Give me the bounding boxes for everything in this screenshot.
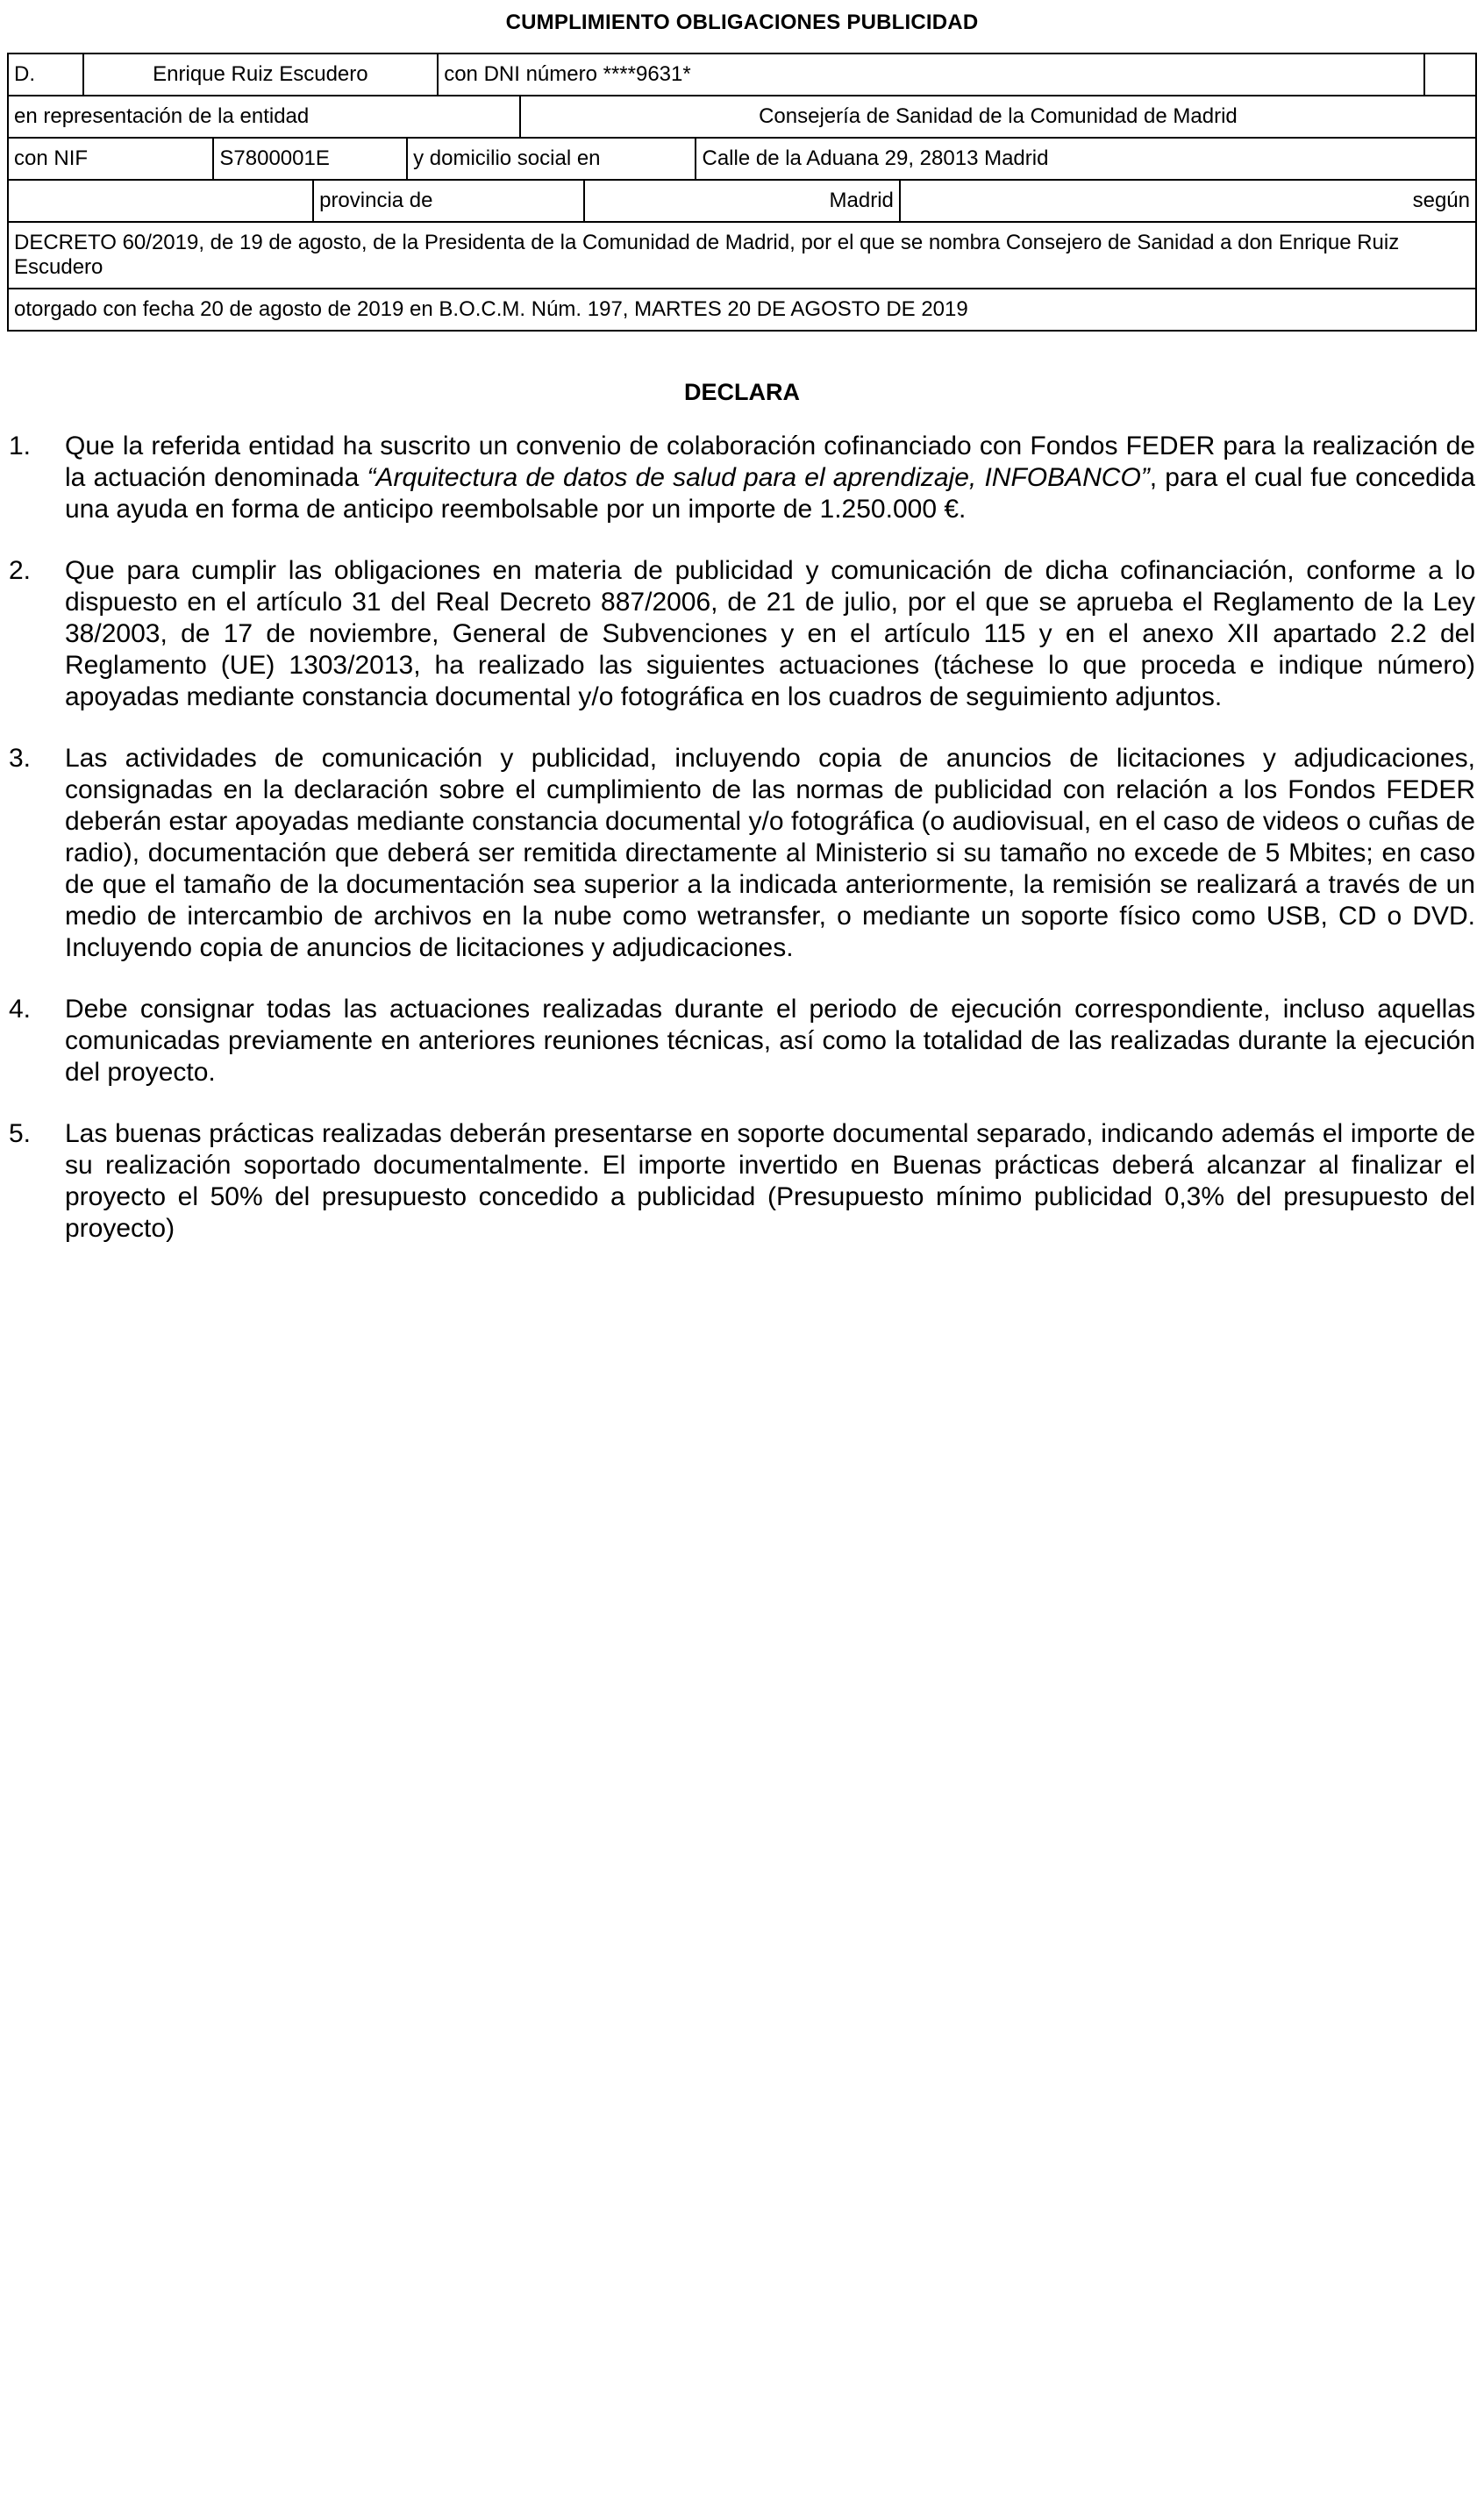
form-value-declarant-name: Enrique Ruiz Escudero (82, 54, 438, 95)
list-item-5 (9, 1118, 1475, 1245)
table-row-decree (9, 221, 1475, 288)
item-number: 2. (9, 556, 32, 585)
item-number: 1. (9, 432, 32, 460)
form-label-address: y domicilio social en (406, 139, 695, 179)
table-row-entity (9, 95, 1475, 137)
form-label-representation: en representación de la entidad (14, 104, 310, 128)
list-item-2 (9, 555, 1475, 713)
document-title: CUMPLIMIENTO OBLIGACIONES PUBLICIDAD (505, 11, 979, 34)
item-text (65, 994, 1475, 1088)
item-text (65, 555, 1475, 713)
item-text-segment: Las actividades de comunicación y publicidad, incluyendo copia de anuncios de licitaciones y adjudicaciones, consignadas en la declaración sobre el cumplimiento de las normas de publicidad con relación a los Fondos FEDER deberán estar apoyadas mediante constancia documental y/o fotográfica (o audiovisual, en el caso de videos o cuñas de radio), documentación que deberá ser remitida directamente al Ministerio si su tamaño no excede de 5 Mbites; en caso de que el tamaño de la documentación sea superior a la indicada anteriormente, la remisión se realizará a través de un medio de intercambio de archivos en la nube como wetransfer, o mediante un soporte físico como USB, CD o DVD. Incluyendo copia de anuncios de licitaciones y adjudicaciones. (65, 744, 1475, 962)
form-label-province: provincia de (312, 181, 583, 221)
form-cell-empty (9, 181, 312, 221)
list-item-4 (9, 994, 1475, 1088)
form-label-segun: según (899, 181, 1475, 221)
item-text-segment: Que la referida entidad ha suscrito un convenio de colaboración cofinanciado con Fondos FEDER para la realización de la actuación denominada (65, 432, 1475, 492)
table-row-province (9, 179, 1475, 221)
form-label-d: D. (14, 62, 35, 86)
form-value-decree: DECRETO 60/2019, de 19 de agosto, de la Presidenta de la Comunidad de Madrid, por el que se nombra Consejero de Sanidad a don Enrique Ruiz Escudero (14, 231, 1400, 279)
form-label-nif: con NIF (14, 146, 89, 170)
form-value-province: Madrid (583, 181, 898, 221)
item-number: 5. (9, 1119, 32, 1148)
form-value-address: Calle de la Aduana 29, 28013 Madrid (695, 139, 1475, 179)
item-text (65, 743, 1475, 964)
item-text-segment: , para el cual fue concedida una ayuda en forma de anticipo reembolsable por un importe de 1.250.000 €. (65, 463, 1475, 524)
item-text (65, 431, 1475, 525)
item-text (65, 1118, 1475, 1245)
table-row-granted (9, 288, 1475, 330)
declarant-form-table (7, 53, 1477, 332)
declara-heading: DECLARA (684, 379, 800, 405)
item-text-segment: Que para cumplir las obligaciones en materia de publicidad y comunicación de dicha cofinanciación, conforme a lo dispuesto en el artículo 31 del Real Decreto 887/2006, de 21 de julio, por el que se aprueba el Reglamento de la Ley 38/2003, de 17 de noviembre, General de Subvenciones y en el artículo 115 y en el anexo XII apartado 2.2 del Reglamento (UE) 1303/2013, ha realizado las siguientes actuaciones (táchese lo que proceda e indique número) apoyadas mediante constancia documental y/o fotográfica en los cuadros de seguimiento adjuntos. (65, 556, 1475, 711)
list-item-1 (9, 431, 1475, 525)
item-number: 3. (9, 744, 32, 773)
form-value-nif: S7800001E (212, 139, 406, 179)
table-row-declarant (9, 54, 1475, 95)
form-cell-empty (1423, 54, 1475, 95)
declaration-list (9, 431, 1475, 1245)
table-row-nif-address (9, 137, 1475, 179)
item-text-italic-segment: “Arquitectura de datos de salud para el aprendizaje, INFOBANCO” (367, 463, 1150, 492)
item-text-segment: Debe consignar todas las actuaciones realizadas durante el periodo de ejecución correspondiente, incluso aquellas comunicadas previamente en anteriores reuniones técnicas, así como la totalidad de las realizadas durante la ejecución del proyecto. (65, 995, 1475, 1087)
form-value-dni: con DNI número ****9631* (437, 54, 1423, 95)
list-item-3 (9, 743, 1475, 964)
item-text-segment: Las buenas prácticas realizadas deberán presentarse en soporte documental separado, indicando además el importe de su realización soportado documentalmente. El importe invertido en Buenas prácticas deberá alcanzar al finalizar el proyecto el 50% del presupuesto concedido a publicidad (Presupuesto mínimo publicidad 0,3% del presupuesto del proyecto) (65, 1119, 1475, 1243)
form-value-entity: Consejería de Sanidad de la Comunidad de Madrid (519, 96, 1475, 137)
form-value-granted: otorgado con fecha 20 de agosto de 2019 en B.O.C.M. Núm. 197, MARTES 20 DE AGOSTO DE 2019 (14, 297, 968, 321)
item-number: 4. (9, 995, 32, 1024)
